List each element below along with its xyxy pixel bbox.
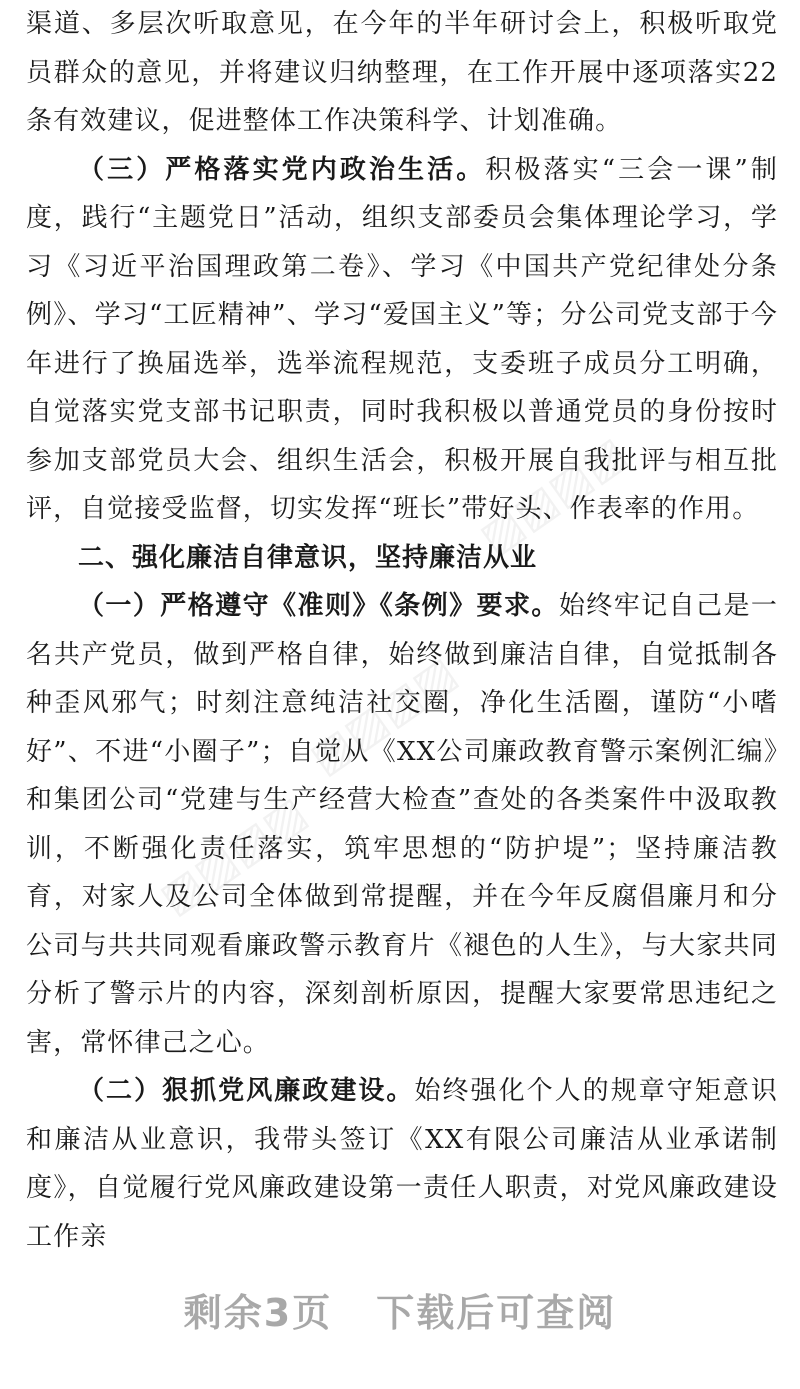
paragraph-text: 始终牢记自己是一名共产党员，做到严格自律，始终做到廉洁自律，自觉抵制各种歪风邪气；时刻注意纯洁社交圈，净化生活圈，谨防“小嗜好”、不进“小圈子”；自觉从《XX公司廉政教育警示案例汇编》和集团公司“党建与生产经营大检查”查处的各类案件中汲取教训，不断强化责任落实，筑牢思想的“防护堤”；坚持廉洁教育，对家人及公司全体做到常提醒，并在今年反腐倡廉月和分公司与共共同观看廉政警示教育片《褪色的人生》，与大家共同分析了警示片的内容，深刻剖析原因，提醒大家要常思违纪之害，常怀律己之心。 bbox=[26, 591, 778, 1058]
paragraph-continued: 渠道、多层次听取意见，在今年的半年研讨会上，积极听取党员群众的意见，并将建议归纳整理，在工作开展中逐项落实22条有效建议，促进整体工作决策科学、计划准确。 bbox=[26, 9, 778, 136]
watermark-logo: ▨▨▨▨ bbox=[470, 426, 636, 565]
document-body bbox=[26, 0, 778, 1261]
paragraph-text: 始终强化个人的规章守矩意识和廉洁从业意识，我带头签订《XX有限公司廉洁从业承诺制度》，自觉履行党风廉政建设第一责任人职责，对党风廉政建设工作亲 bbox=[26, 1076, 778, 1252]
paragraph-text: 积极落实“三会一课”制度，践行“主题党日”活动，组织支部委员会集体理论学习，学习《习近平治国理政第二卷》、学习《中国共产党纪律处分条例》、学习“工匠精神”、学习“爱国主义”等；分公司党支部于今年进行了换届选举，选举流程规范，支委班子成员分工明确，自觉落实党支部书记职责，同时我积极以普通党员的身份按时参加支部党员大会、组织生活会，积极开展自我批评与相互批评，自觉接受监督，切实发挥“班长”带好头、作表率的作用。 bbox=[26, 154, 779, 524]
paragraph-lead: （二）狠抓党风廉政建设。 bbox=[78, 1076, 415, 1106]
section-heading: 二、强化廉洁自律意识，坚持廉洁从业 bbox=[78, 542, 538, 573]
paragraph-integrity bbox=[26, 1067, 778, 1261]
watermark-logo: ▨▨▨▨ bbox=[300, 646, 466, 785]
download-prompt[interactable] bbox=[0, 1282, 800, 1342]
remaining-pages-label: 剩余3页 bbox=[183, 1291, 333, 1335]
paragraph-lead: （三）严格落实党内政治生活。 bbox=[78, 154, 486, 185]
paragraph-lead: （一）严格遵守《准则》《条例》要求。 bbox=[78, 591, 559, 621]
watermark-logo: ▨▨▨▨ bbox=[150, 786, 316, 925]
paragraph-party-life bbox=[26, 146, 778, 534]
paragraph-rules bbox=[26, 582, 778, 1067]
download-to-view-label: 下载后可查阅 bbox=[376, 1291, 617, 1335]
